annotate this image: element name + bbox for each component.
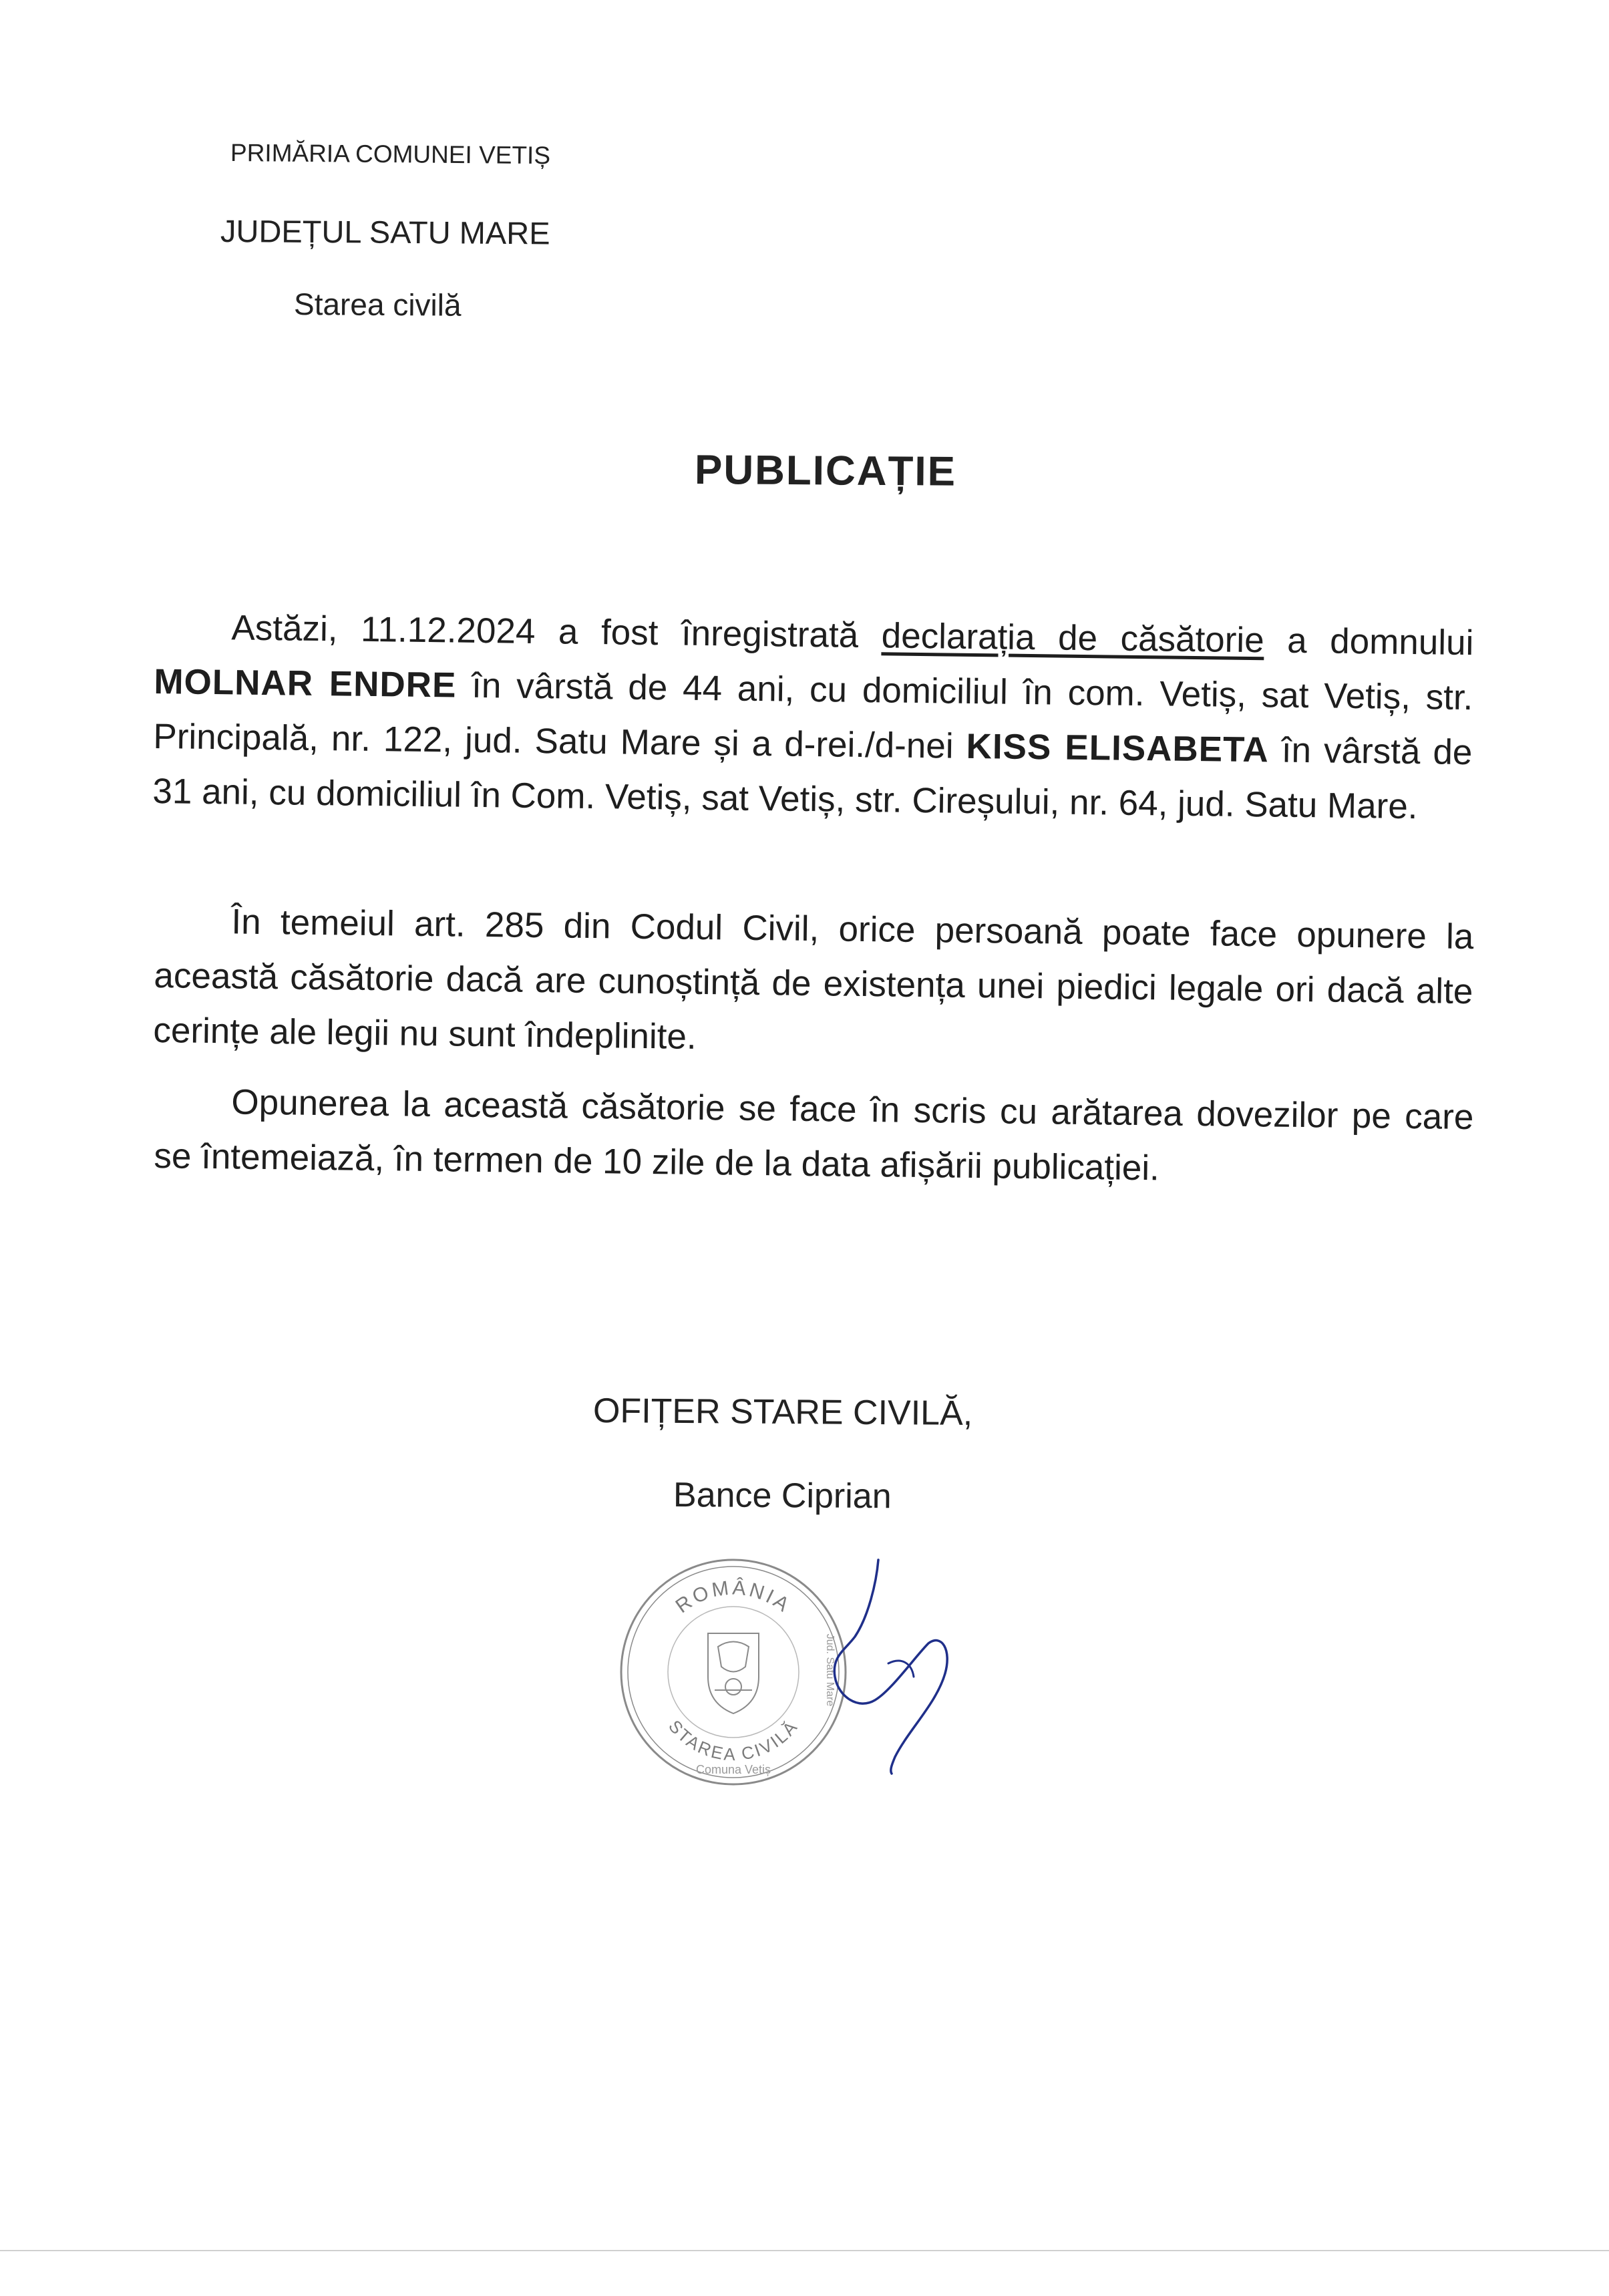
paragraph-declaration — [152, 600, 1474, 835]
stamp-bottom-text: Comuna Vetiș — [695, 1763, 771, 1776]
handwritten-signature — [828, 1556, 962, 1777]
paragraph-text: în vârstă de 31 ani, cu domiciliul în Com. Vetiș, sat Vetiș, str. Cireșului, nr. 64, jud. Satu Mare. — [152, 730, 1473, 827]
paragraph-text: În temeiul art. 285 din Codul Civil, orice persoană poate face opunere la această căsătorie dacă are cunoștință de existența unei piedici legale ori dacă alte cerințe ale legii nu sunt îndeplinite. — [153, 902, 1474, 1057]
officer-title: OFIȚER STARE CIVILĂ, — [592, 1391, 973, 1433]
official-stamp — [614, 1553, 852, 1790]
paragraph-legal-basis — [153, 894, 1474, 1074]
svg-text:ROMÂNIA — [672, 1577, 795, 1617]
scan-edge-line — [0, 2250, 1609, 2251]
paragraph-text: Opunerea la această căsătorie se face în scris cu arătarea dovezilor pe care se întemeiază, în termen de 10 zile de la data afișării publicației. — [154, 1082, 1474, 1188]
institution-name: PRIMĂRIA COMUNEI VETIȘ — [230, 139, 551, 170]
paragraph-opposition — [154, 1074, 1474, 1200]
coat-of-arms-icon — [708, 1633, 759, 1713]
stamp-side-text: Jud. Satu Mare — [824, 1633, 836, 1707]
svg-text:STAREA CIVILĂ — [665, 1716, 802, 1764]
stamp-center-text: STAREA CIVILĂ — [665, 1716, 802, 1765]
bride-name: KISS ELISABETA — [966, 726, 1270, 770]
declaration-link-text: declarația de căsătorie — [881, 616, 1265, 661]
department-name: Starea civilă — [293, 287, 462, 323]
paragraph-text: în vârstă de 44 ani, cu domiciliul în com. Vetiș, sat Vetiș, str. Principală, nr. 122, jud. Satu Mare și a d-rei./d-nei — [153, 665, 1473, 766]
groom-name: MOLNAR ENDRE — [154, 661, 457, 705]
paragraph-text: Astăzi, 11.12.2024 a fost înregistrată — [231, 608, 882, 656]
document-title: PUBLICAȚIE — [694, 447, 957, 495]
paragraph-text: a domnului — [1264, 621, 1474, 663]
stamp-top-text: ROMÂNIA — [671, 1577, 795, 1618]
officer-name: Bance Ciprian — [673, 1476, 892, 1516]
county-name: JUDEȚUL SATU MARE — [220, 213, 550, 251]
